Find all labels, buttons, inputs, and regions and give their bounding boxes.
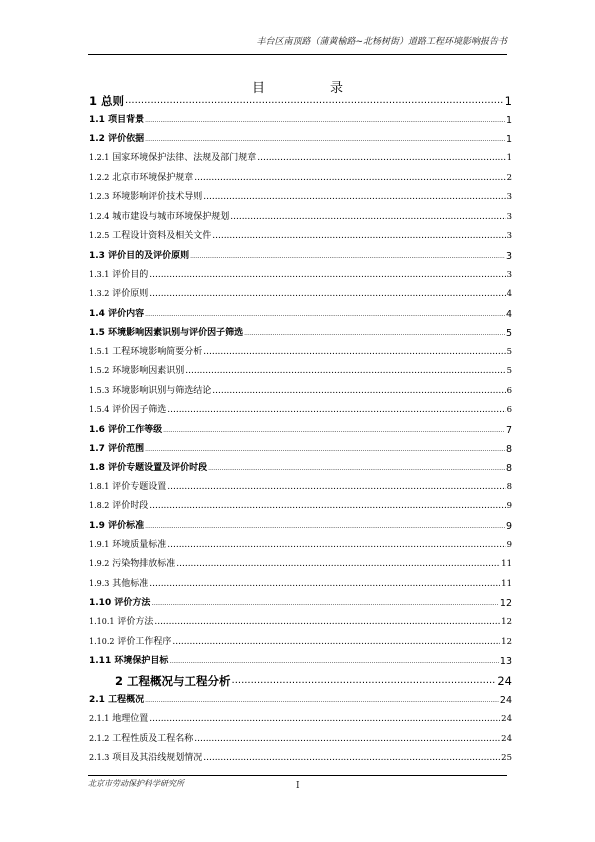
toc-entry-number: 1.5.2	[89, 366, 110, 375]
toc-entry-label	[89, 266, 148, 286]
toc-entry-label	[89, 497, 148, 517]
toc-entry-page: 9	[505, 520, 512, 532]
toc-entry-number: 1.2.3	[89, 192, 110, 201]
toc-entry[interactable]	[89, 401, 512, 421]
toc-entry-number: 1.10.2	[89, 636, 115, 646]
toc-entry-page: 3	[506, 269, 512, 280]
toc-entry-title: 环境质量标准	[112, 539, 167, 550]
toc-entry-label	[89, 633, 171, 653]
footer-org: 北京市劳动保护科学研究所	[88, 779, 184, 788]
toc-entry-title: 评价工作程序	[117, 636, 172, 647]
toc-entry-label	[89, 130, 144, 149]
toc-entry-title: 评价方法	[117, 617, 154, 627]
toc-entry-number: 1.5.1	[89, 346, 110, 356]
toc-entry-label	[89, 382, 211, 402]
toc-leader-dots	[149, 266, 505, 286]
toc-entry-title: 国家环境保护法律、法规及部门规章	[112, 153, 257, 163]
toc-entry[interactable]	[89, 91, 512, 111]
toc-leader-dots	[167, 536, 505, 556]
toc-entry-page: 5	[506, 366, 512, 376]
toc-entry-title: 评价方法	[114, 598, 151, 608]
toc-entry-page: 9	[506, 501, 512, 511]
toc-entry-label	[89, 440, 144, 459]
toc-entry[interactable]	[89, 111, 512, 130]
toc-leader-dots	[145, 305, 505, 324]
toc-leader-dots	[185, 362, 505, 382]
toc-entry-label	[89, 208, 229, 228]
toc-entry-title: 项目及其沿线规划情况	[112, 753, 203, 763]
toc-entry-page: 3	[505, 250, 512, 262]
toc-entry-title: 其他标准	[112, 578, 149, 589]
header-text: 丰台区南顶路（蒲黄榆路~北杨树街）道路工程环境影响报告书	[256, 37, 507, 47]
toc-entry-page: 1	[505, 134, 512, 145]
toc-entry[interactable]	[89, 652, 512, 671]
toc-leader-dots	[194, 730, 500, 750]
toc-entry-label	[89, 343, 202, 363]
toc-entry-number: 1.1	[89, 115, 105, 125]
toc-entry-label	[89, 459, 207, 478]
toc-entry[interactable]	[89, 440, 512, 459]
toc-entry-number: 1.2.4	[89, 211, 110, 221]
toc-entry-number: 1.3.2	[89, 289, 110, 298]
toc-entry[interactable]	[89, 613, 512, 633]
toc-entry[interactable]	[89, 188, 512, 208]
toc-entry[interactable]	[89, 594, 512, 613]
toc-entry-number: 1.10	[89, 598, 112, 608]
toc-entry-page: 1	[505, 115, 512, 126]
toc-entry-page: 24	[501, 733, 512, 744]
toc-entry-page: 7	[505, 424, 512, 436]
toc-entry-title: 工程概况与工程分析	[127, 674, 231, 688]
toc-entry[interactable]	[89, 555, 512, 575]
toc-entry-number: 1.8.2	[89, 501, 110, 510]
toc-entry-label	[89, 169, 193, 189]
toc-entry[interactable]	[89, 169, 512, 189]
toc-entry[interactable]	[89, 208, 512, 228]
toc-entry-label	[115, 671, 231, 691]
toc-leader-dots	[149, 710, 500, 730]
toc-entry[interactable]	[89, 247, 512, 266]
toc-entry-title: 环境影响识别与筛选结论	[112, 385, 212, 396]
toc-leader-dots	[208, 459, 505, 478]
toc-entry-title: 工程设计资料及相关文件	[112, 231, 212, 241]
toc-entry-number: 1.10.1	[89, 617, 115, 626]
toc-entry-title: 评价专题设置	[112, 481, 167, 492]
toc-entry-number: 1.9	[89, 520, 105, 531]
toc-entry-number: 1.5	[89, 327, 105, 338]
toc-leader-dots	[149, 285, 505, 305]
toc-entry-title: 污染物排放标准	[112, 559, 176, 569]
toc-leader-dots	[212, 227, 505, 247]
toc-entry[interactable]	[89, 536, 512, 556]
toc-entry-title: 环境影响因素识别与评价因子筛选	[108, 327, 244, 338]
toc-leader-dots	[167, 478, 505, 498]
toc-entry-title: 评价范围	[108, 443, 145, 454]
toc-entry[interactable]	[89, 149, 512, 169]
toc-entry-number: 2.1.3	[89, 753, 110, 762]
toc-entry-number: 2.1	[89, 695, 105, 705]
toc-entry-page: 3	[506, 211, 512, 222]
toc-leader-dots	[149, 497, 505, 517]
toc-entry-page: 12	[501, 617, 512, 627]
toc-entry-page: 13	[499, 656, 512, 667]
toc-entry-page: 9	[506, 539, 512, 550]
toc-entry-number: 1.7	[89, 443, 105, 454]
toc-entry-number: 1.2.1	[89, 153, 110, 162]
toc-entry-number: 1.3	[89, 250, 105, 261]
toc-leader-dots	[194, 169, 505, 189]
toc-entry-label	[89, 421, 162, 440]
toc-leader-dots	[244, 324, 505, 343]
toc-entry-label	[89, 555, 175, 575]
toc-entry-label	[89, 594, 150, 613]
toc-entry-number: 1.9.3	[89, 578, 110, 588]
toc-entry-title: 北京市环境保护规章	[112, 172, 194, 183]
toc-entry-title: 工程概况	[108, 695, 145, 705]
toc-entry-label	[89, 305, 144, 324]
toc-entry-label	[89, 730, 193, 750]
toc-entry-page: 1	[506, 153, 512, 163]
toc-leader-dots	[203, 343, 505, 363]
toc-leader-dots	[190, 247, 505, 266]
toc-entry-number: 1	[89, 94, 98, 108]
toc-entry-label	[89, 749, 202, 769]
toc-entry-number: 1.5.4	[89, 405, 110, 414]
toc-entry-title: 环境影响因素识别	[112, 366, 185, 376]
toc-entry-title: 评价目的及评价原则	[108, 250, 190, 261]
toc-entry-page: 6	[506, 405, 512, 415]
toc-entry-title: 城市建设与城市环境保护规划	[112, 211, 230, 222]
toc-entry-label	[89, 227, 211, 247]
toc-entry-number: 1.8	[89, 462, 105, 473]
table-of-contents	[89, 91, 512, 769]
toc-leader-dots	[176, 555, 500, 575]
toc-leader-dots	[149, 575, 500, 595]
toc-entry-page: 4	[506, 289, 512, 299]
toc-entry-page: 8	[505, 462, 512, 474]
toc-entry-page: 11	[501, 578, 512, 589]
toc-leader-dots	[203, 188, 505, 208]
toc-entry-title: 评价时段	[112, 501, 149, 511]
toc-leader-dots	[163, 421, 505, 440]
toc-entry-label	[89, 111, 144, 130]
toc-entry-label	[89, 188, 202, 208]
toc-leader-dots	[145, 517, 505, 536]
toc-entry-title: 环境影响评价技术导则	[112, 192, 203, 202]
toc-entry-title: 评价目的	[112, 269, 149, 280]
toc-entry-page: 3	[506, 192, 512, 202]
toc-entry-page: 2	[506, 172, 512, 183]
toc-entry-number: 1.9.1	[89, 539, 110, 549]
toc-entry-title: 项目背景	[108, 115, 145, 125]
toc-entry[interactable]	[89, 478, 512, 498]
toc-leader-dots	[257, 149, 505, 169]
toc-entry-title: 评价因子筛选	[112, 405, 167, 415]
toc-entry[interactable]	[89, 691, 512, 710]
toc-entry-number: 2.1.1	[89, 714, 110, 723]
toc-entry-page: 12	[499, 598, 512, 609]
toc-entry[interactable]	[89, 633, 512, 653]
toc-leader-dots	[125, 91, 504, 111]
toc-entry[interactable]	[89, 227, 512, 247]
toc-entry-label	[89, 517, 144, 536]
toc-entry-number: 1.2.5	[89, 231, 110, 240]
toc-entry-page: 5	[506, 346, 512, 357]
toc-entry-number: 2	[115, 674, 124, 688]
toc-entry-number: 1.8.1	[89, 481, 110, 491]
toc-entry[interactable]	[89, 459, 512, 478]
toc-entry[interactable]	[89, 671, 512, 691]
toc-title: 目 录	[251, 81, 369, 96]
toc-entry-label	[89, 285, 148, 305]
toc-leader-dots	[167, 401, 505, 421]
toc-entry-page: 12	[501, 636, 512, 647]
toc-entry-number: 1.2.2	[89, 172, 110, 182]
toc-entry-title: 地理位置	[112, 714, 149, 724]
toc-entry[interactable]	[89, 517, 512, 536]
toc-entry[interactable]	[89, 710, 512, 730]
toc-entry[interactable]	[89, 382, 512, 402]
toc-leader-dots	[212, 382, 505, 402]
toc-entry-number: 2.1.2	[89, 733, 110, 743]
toc-entry-page: 24	[499, 695, 512, 706]
toc-entry[interactable]	[89, 362, 512, 382]
toc-entry[interactable]	[89, 324, 512, 343]
toc-leader-dots	[203, 749, 500, 769]
toc-entry-title: 评价工作等级	[108, 424, 163, 435]
toc-entry[interactable]	[89, 266, 512, 286]
toc-entry-title: 评价依据	[108, 134, 145, 144]
toc-entry-label	[89, 91, 124, 111]
toc-entry-title: 评价内容	[108, 308, 145, 319]
toc-leader-dots	[230, 208, 505, 228]
toc-entry[interactable]	[89, 730, 512, 750]
toc-entry-number: 1.11	[89, 656, 112, 666]
toc-entry-page: 4	[505, 308, 512, 320]
toc-entry-label	[89, 324, 243, 343]
toc-entry-title: 评价专题设置及评价时段	[108, 462, 208, 473]
toc-entry-page: 8	[505, 443, 512, 455]
toc-entry-title: 总则	[101, 94, 125, 108]
toc-entry-label	[89, 536, 166, 556]
toc-leader-dots	[169, 652, 499, 671]
toc-leader-dots	[145, 111, 505, 130]
toc-entry-label	[89, 710, 148, 730]
toc-entry[interactable]	[89, 305, 512, 324]
toc-entry-page: 1	[504, 94, 512, 108]
toc-entry-page: 25	[501, 753, 512, 763]
toc-leader-dots	[145, 440, 505, 459]
toc-entry-number: 1.5.3	[89, 385, 110, 395]
toc-entry[interactable]	[89, 497, 512, 517]
toc-entry-page: 5	[505, 327, 512, 339]
toc-entry-label	[89, 575, 148, 595]
toc-entry-title: 工程性质及工程名称	[112, 733, 194, 744]
toc-entry-number: 1.2	[89, 134, 105, 144]
toc-entry-number: 1.4	[89, 308, 105, 319]
toc-entry[interactable]	[89, 285, 512, 305]
toc-entry-label	[89, 247, 189, 266]
toc-entry-label	[89, 691, 144, 710]
toc-entry-label	[89, 613, 153, 633]
page-footer	[88, 775, 507, 789]
toc-entry-page: 3	[506, 231, 512, 241]
toc-entry-title: 环境保护目标	[114, 656, 169, 666]
toc-entry-label	[89, 401, 166, 421]
toc-entry-title: 评价标准	[108, 520, 145, 531]
toc-entry-label	[89, 478, 166, 498]
toc-entry-page: 11	[501, 559, 512, 569]
page-header	[88, 36, 507, 55]
toc-entry-page: 24	[497, 674, 512, 688]
toc-entry[interactable]	[89, 343, 512, 363]
toc-entry-page: 8	[506, 481, 512, 492]
toc-entry[interactable]	[89, 130, 512, 149]
toc-entry-number: 1.3.1	[89, 269, 110, 279]
toc-leader-dots	[172, 633, 500, 653]
toc-leader-dots	[145, 691, 499, 710]
toc-leader-dots	[145, 130, 505, 149]
toc-leader-dots	[154, 613, 500, 633]
toc-entry-title: 工程环境影响简要分析	[112, 346, 203, 357]
toc-entry-page: 6	[506, 385, 512, 396]
toc-leader-dots	[151, 594, 499, 613]
toc-entry[interactable]	[89, 575, 512, 595]
toc-entry[interactable]	[89, 749, 512, 769]
toc-entry[interactable]	[89, 421, 512, 440]
toc-entry-title: 评价原则	[112, 289, 149, 299]
page-number: I	[296, 781, 300, 791]
toc-entry-page: 24	[501, 714, 512, 724]
toc-entry-number: 1.9.2	[89, 559, 110, 568]
toc-entry-number: 1.6	[89, 424, 105, 435]
toc-leader-dots	[232, 671, 497, 691]
toc-entry-label	[89, 362, 184, 382]
toc-entry-label	[89, 149, 256, 169]
toc-entry-label	[89, 652, 168, 671]
